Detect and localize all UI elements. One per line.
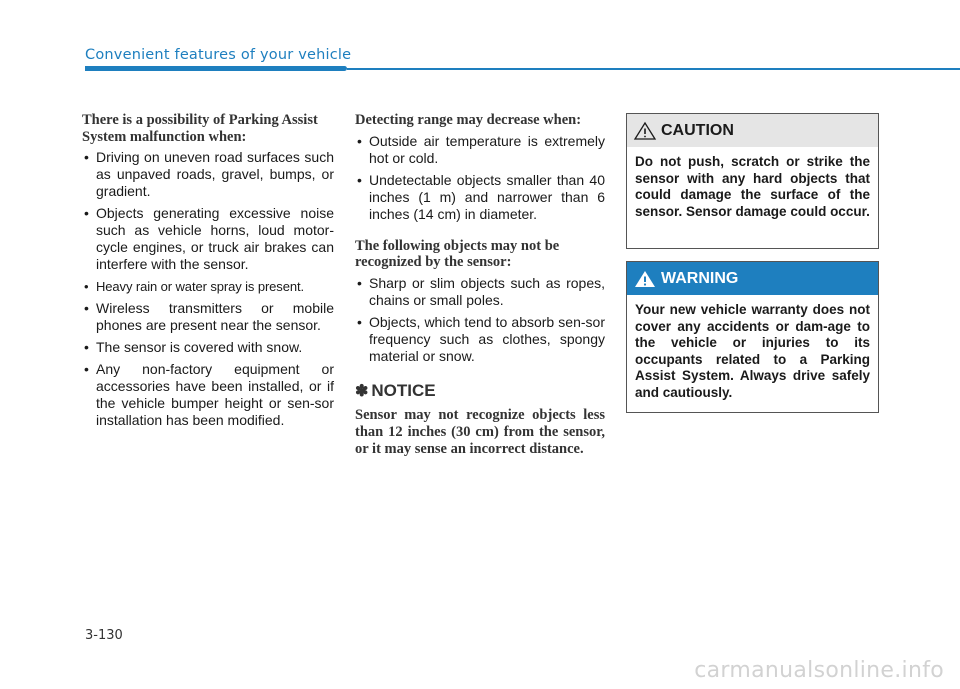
list-item: • Objects generating excessive noise such as vehicle horns, loud motor-cycle engines, or truck air brakes can interfere with the sensor.: [84, 205, 334, 272]
notice-title: ✽ NOTICE: [355, 380, 436, 400]
notice-star-icon: ✽: [355, 382, 369, 400]
caution-header: [627, 114, 878, 147]
malfunction-heading: There is a possibility of Parking Assist System malfunction when:: [82, 112, 318, 145]
left-column: [82, 112, 334, 434]
list-item: • The sensor is covered with snow.: [84, 339, 303, 355]
list-item: • Driving on uneven road surfaces such as unpaved roads, gravel, bumps, or gradient.: [84, 149, 334, 199]
warning-box: [626, 261, 879, 413]
list-item: • Heavy rain or water spray is present.: [84, 279, 304, 294]
caution-body: Do not push, scratch or strike the sensor with any hard objects that could damage the surface of the sensor. Sensor damage could occur.: [635, 154, 870, 219]
objects-heading: The following objects may not be recognized by the sensor:: [355, 237, 560, 270]
warning-header: [627, 262, 878, 295]
list-item: • Undetectable objects smaller than 40 inches (1 m) and narrower than 6 inches (14 cm) in diameter.: [357, 171, 605, 222]
warning-triangle-icon: [633, 269, 657, 289]
header-rule: [347, 68, 960, 70]
watermark: carmanualsonline.info: [694, 658, 944, 683]
list-item: • Outside air temperature is extremely hot or cold.: [357, 132, 605, 166]
range-list: [355, 133, 605, 223]
list-item: • Any non-factory equipment or accessories have been installed, or if the vehicle bumper height or sen-sor installation has been modified.: [84, 361, 334, 428]
malfunction-list: [82, 149, 334, 429]
notice-body: Sensor may not recognize objects less than 12 inches (30 cm) from the sensor, or it may sense an incorrect distance.: [355, 406, 605, 457]
caution-title: CAUTION: [661, 121, 734, 139]
warning-body: Your new vehicle warranty does not cover any accidents or dam-age to the vehicle or injuries to its occupants related to a Parking Assist System. Always drive safely and cautiously.: [635, 302, 870, 400]
list-item: • Objects, which tend to absorb sen-sor frequency such as clothes, spongy material or snow.: [357, 313, 605, 364]
middle-column: [355, 112, 605, 458]
caution-triangle-icon: [633, 121, 657, 141]
page-number: 3-130: [85, 628, 123, 643]
list-item: • Wireless transmitters or mobile phones are present near the sensor.: [84, 300, 334, 333]
header-bar: [85, 66, 347, 71]
list-item: • Sharp or slim objects such as ropes, chains or small poles.: [357, 274, 605, 308]
warning-title: WARNING: [661, 269, 739, 287]
range-heading: Detecting range may decrease when:: [355, 112, 582, 128]
header-title: Convenient features of your vehicle: [85, 47, 352, 63]
caution-box: [626, 113, 879, 249]
objects-list: [355, 275, 605, 365]
